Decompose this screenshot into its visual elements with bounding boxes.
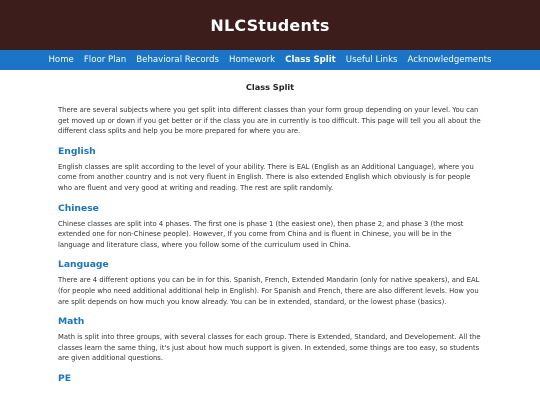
nav-item-class-split[interactable]: Class Split xyxy=(285,55,336,65)
nav-item-useful-links[interactable]: Useful Links xyxy=(345,55,398,65)
section-heading-language: Language xyxy=(58,259,109,271)
site-title: NLCStudents xyxy=(210,15,330,35)
page-title: Class Split xyxy=(245,82,295,92)
section-heading-english: English xyxy=(58,145,96,157)
section-text-math: Math is split into three groups, with several classes for each group. There is Extended, Standard, and Developement. All the classes learn the same thing, it's just about how much support is given. In extended, some things are too easy, so students are given additional questions. xyxy=(58,333,481,363)
main-content xyxy=(0,82,540,384)
intro-paragraph: There are several subjects where you get split into different classes than your form group depending on your level. You can get moved up or down if you get better or if the class you are in currently is too difficult. This page will tell you all about the different class splits and help you be more prepared for where you are. xyxy=(58,106,481,136)
nav-item-behavioral-records[interactable]: Behavioral Records xyxy=(136,55,219,65)
section-heading-chinese: Chinese xyxy=(58,202,99,214)
nav-item-home[interactable]: Home xyxy=(48,55,74,65)
nav-item-homework[interactable]: Homework xyxy=(228,55,276,65)
main-nav xyxy=(0,50,540,70)
section-heading-math: Math xyxy=(58,316,85,328)
section-heading-pe: PE xyxy=(58,372,72,384)
section-text-language: There are 4 different options you can be in for this. Spanish, French, Extended Mandarin (only for native speakers), and EAL (for people who need additional additional help in English). For Spanish and French, there are also different levels. How you are split depends on how much you know already. You can be in extended, standard, or the lowest phase (basics). xyxy=(58,276,480,306)
nav-item-floor-plan[interactable]: Floor Plan xyxy=(83,55,127,65)
section-text-english: English classes are split according to the level of your ability. There is EAL (English as an Additional Language), where you come from another country and is not very fluent in English. There is also extended English which obviously is for people who are fluent and very good at writing and reading. The rest are split randomly. xyxy=(58,162,474,192)
section-text-chinese: Chinese classes are split into 4 phases. The first one is phase 1 (the easiest one), then phase 2, and phase 3 (the most extended one for non-Chinese people). However, If you come from China and is fluent in Chinese, you will be in the language and literature class, where you follow some of the curriculum used in China. xyxy=(58,219,464,249)
site-header xyxy=(0,0,540,50)
nav-item-acknowledgements[interactable]: Acknowledgements xyxy=(407,55,492,65)
